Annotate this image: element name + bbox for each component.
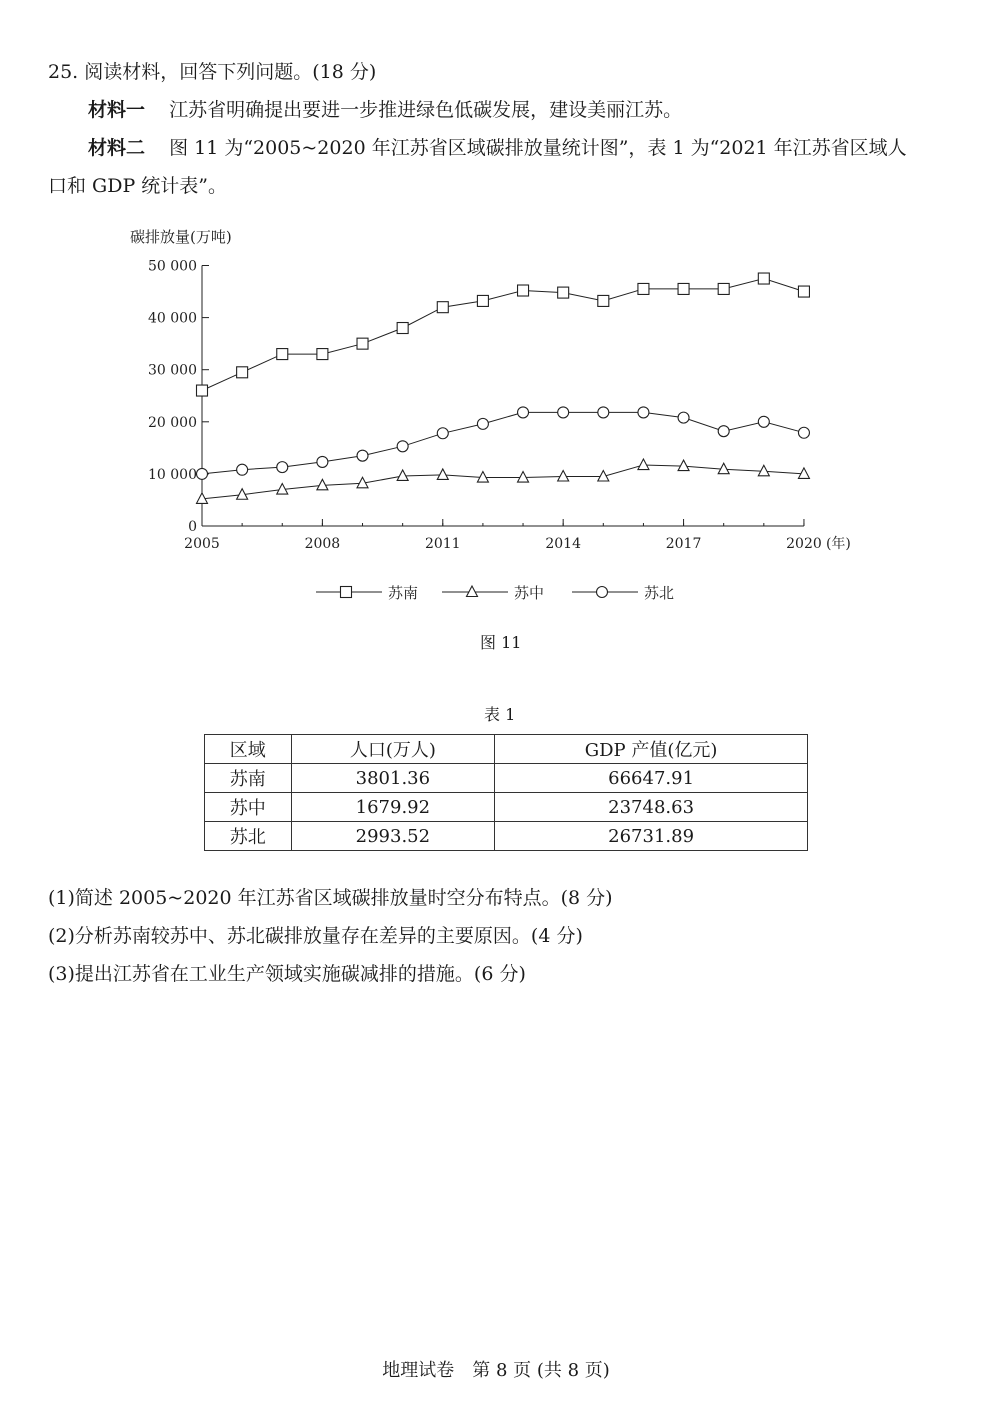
- table-cell: 23748.63: [495, 793, 808, 822]
- legend-label: 苏北: [644, 584, 675, 602]
- population-gdp-table: [204, 734, 808, 851]
- data-point-square: [317, 349, 328, 360]
- material-two-text: 图 11 为“2005~2020 年江苏省区域碳排放量统计图”，表 1 为“2021 年江苏省区域人: [169, 137, 907, 159]
- data-point-square: [758, 273, 769, 284]
- x-tick-label: 2017: [665, 536, 702, 552]
- page-footer: 地理试卷 第 8 页 (共 8 页): [382, 1360, 610, 1381]
- legend-marker-square: [341, 587, 352, 598]
- data-point-triangle: [437, 469, 448, 479]
- data-point-circle: [518, 407, 529, 418]
- data-point-square: [397, 323, 408, 334]
- x-tick-label: 2005: [184, 536, 220, 552]
- data-point-square: [798, 286, 809, 297]
- y-tick-label: 50 000: [148, 258, 197, 275]
- data-point-square: [598, 295, 609, 306]
- table-cell: 2993.52: [291, 822, 495, 851]
- y-tick-label: 40 000: [148, 310, 197, 327]
- material-two: [88, 136, 907, 160]
- data-point-square: [477, 295, 488, 306]
- table-header-row: [205, 735, 808, 764]
- table-cell: 苏北: [205, 822, 292, 851]
- data-point-triangle: [638, 459, 649, 470]
- data-point-square: [277, 349, 288, 360]
- data-point-circle: [477, 418, 488, 429]
- material-one: [88, 98, 682, 122]
- data-point-circle: [317, 456, 328, 467]
- table-header-cell: 区域: [205, 735, 292, 764]
- legend-marker-circle: [597, 587, 608, 598]
- sub-question-3: (3)提出江苏省在工业生产领域实施碳减排的措施。(6 分): [48, 963, 526, 985]
- data-point-circle: [718, 426, 729, 437]
- data-point-triangle: [678, 460, 689, 471]
- data-point-square: [558, 287, 569, 298]
- data-point-circle: [798, 427, 809, 438]
- table-caption: 表 1: [484, 705, 516, 724]
- series-line-square: [202, 279, 804, 391]
- data-point-triangle: [518, 472, 529, 483]
- data-point-triangle: [758, 465, 769, 476]
- data-point-circle: [237, 464, 248, 475]
- data-point-circle: [638, 407, 649, 418]
- question-header: 25. 阅读材料，回答下列问题。(18 分): [48, 61, 377, 83]
- data-point-triangle: [397, 470, 408, 481]
- table-row: [205, 764, 808, 793]
- data-point-square: [718, 283, 729, 294]
- material-one-text: 江苏省明确提出要进一步推进绿色低碳发展，建设美丽江苏。: [169, 99, 683, 121]
- x-axis-unit: (年): [825, 536, 851, 552]
- table-cell: 26731.89: [495, 822, 808, 851]
- data-point-square: [197, 385, 208, 396]
- x-tick-label: 2020: [786, 536, 822, 552]
- y-tick-label: 10 000: [148, 466, 197, 483]
- data-point-square: [518, 285, 529, 296]
- material-one-label: 材料一: [88, 99, 146, 121]
- legend-label: 苏南: [388, 584, 419, 602]
- table-cell: 苏中: [205, 793, 292, 822]
- table-header-cell: GDP 产值(亿元): [495, 735, 808, 764]
- figure-caption: 图 11: [480, 633, 522, 652]
- sub-question-2: (2)分析苏南较苏中、苏北碳排放量存在差异的主要原因。(4 分): [48, 925, 583, 947]
- y-axis-label: 碳排放量(万吨): [130, 228, 232, 246]
- legend-marker-triangle: [467, 586, 478, 597]
- data-point-square: [678, 283, 689, 294]
- legend-label: 苏中: [514, 584, 545, 602]
- table-row: [205, 793, 808, 822]
- series-line-triangle: [202, 465, 804, 499]
- data-point-circle: [678, 412, 689, 423]
- x-tick-label: 2011: [424, 536, 461, 552]
- x-tick-label: 2014: [545, 536, 581, 552]
- data-point-square: [237, 367, 248, 378]
- data-point-circle: [758, 416, 769, 427]
- y-tick-label: 20 000: [148, 414, 197, 431]
- data-point-circle: [277, 462, 288, 473]
- table-header-cell: 人口(万人): [291, 735, 495, 764]
- carbon-emission-chart: [120, 222, 880, 622]
- data-point-circle: [598, 407, 609, 418]
- data-point-triangle: [558, 471, 569, 482]
- x-tick-label: 2008: [304, 536, 341, 552]
- data-point-triangle: [317, 479, 328, 490]
- table-cell: 苏南: [205, 764, 292, 793]
- data-point-circle: [558, 407, 569, 418]
- data-point-square: [437, 302, 448, 313]
- data-point-circle: [357, 450, 368, 461]
- table-cell: 66647.91: [495, 764, 808, 793]
- data-point-circle: [437, 428, 448, 439]
- table-cell: 3801.36: [291, 764, 495, 793]
- data-point-square: [638, 283, 649, 294]
- series-line-circle: [202, 412, 804, 474]
- data-point-circle: [197, 468, 208, 479]
- data-point-square: [357, 338, 368, 349]
- table-row: [205, 822, 808, 851]
- y-tick-label: 30 000: [148, 362, 197, 379]
- sub-question-1: (1)简述 2005~2020 年江苏省区域碳排放量时空分布特点。(8 分): [48, 887, 613, 909]
- y-tick-label: 0: [188, 519, 197, 535]
- material-two-label: 材料二: [88, 137, 146, 159]
- table-cell: 1679.92: [291, 793, 495, 822]
- data-point-circle: [397, 441, 408, 452]
- material-two-continued: 口和 GDP 统计表”。: [48, 175, 227, 197]
